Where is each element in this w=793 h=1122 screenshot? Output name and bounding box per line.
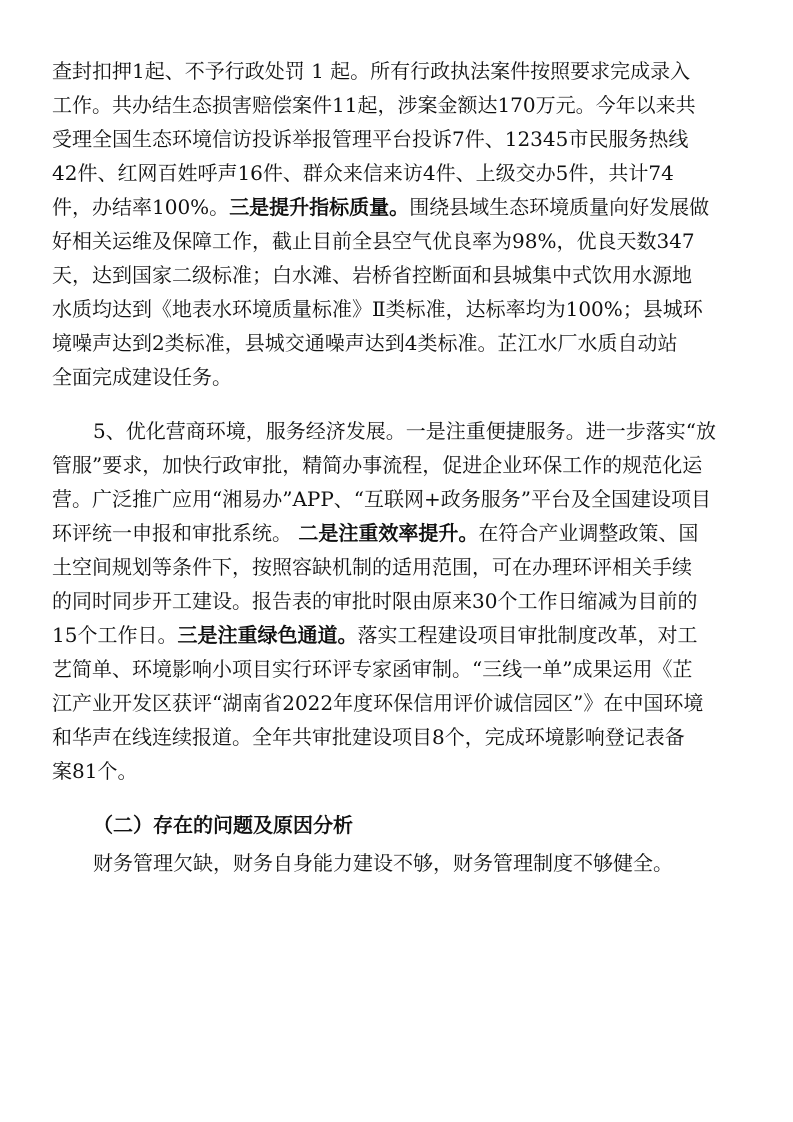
text-segment: 天，达到国家二级标准；白水滩、岩桥省控断面和县城集中式饮用水源地 bbox=[52, 263, 692, 287]
text-segment: 5、优化营商环境，服务经济发展。一是注重便捷服务。进一步落实“放 bbox=[93, 419, 716, 443]
text-line bbox=[52, 754, 152, 788]
text-line bbox=[52, 54, 742, 88]
text-segment: 工作。共办结生态损害赔偿案件11起，涉案金额达170万元。今年以来共 bbox=[52, 93, 696, 117]
bold-lead-phrase: （二）存在的问题及原因分析 bbox=[93, 813, 353, 837]
text-segment: 水质均达到《地表水环境质量标准》Ⅱ类标准，达标率均为100%；县城环 bbox=[52, 297, 703, 321]
text-line bbox=[93, 414, 742, 448]
text-segment: 管服”要求，加快行政审批，精简办事流程，促进企业环保工作的规范化运 bbox=[52, 453, 703, 477]
text-segment: 受理全国生态环境信访投诉举报管理平台投诉7件、12345市民服务热线 bbox=[52, 127, 689, 151]
bold-lead-phrase: 三是注重绿色通道。 bbox=[177, 623, 358, 647]
text-segment: 境噪声达到2类标准，县城交通噪声达到4类标准。芷江水厂水质自动站 bbox=[52, 331, 678, 355]
text-line bbox=[93, 846, 742, 880]
text-segment: 15个工作日。 bbox=[52, 623, 178, 647]
text-line bbox=[52, 584, 742, 618]
text-line bbox=[52, 190, 742, 224]
bold-lead-phrase: 三是提升指标质量。 bbox=[229, 195, 410, 219]
text-segment: 环评统一申报和审批系统。 bbox=[52, 521, 299, 545]
text-segment: 土空间规划等条件下，按照容缺机制的适用范围，可在办理环评相关手续 bbox=[52, 555, 692, 579]
text-line bbox=[52, 326, 742, 360]
text-line bbox=[52, 516, 742, 550]
text-line bbox=[52, 360, 252, 394]
text-line bbox=[52, 122, 742, 156]
text-segment: 的同时同步开工建设。报告表的审批时限由原来30个工作日缩减为目前的 bbox=[52, 589, 698, 613]
text-segment: 落实工程建设项目审批制度改革，对工 bbox=[357, 623, 698, 647]
text-line bbox=[52, 224, 742, 258]
text-segment: 在符合产业调整政策、国 bbox=[478, 521, 699, 545]
text-line bbox=[52, 618, 742, 652]
text-segment: 江产业开发区获评“湖南省2022年度环保信用评价诚信园区”》在中国环境 bbox=[52, 691, 704, 715]
text-segment: 件，办结率100%。 bbox=[52, 195, 230, 219]
text-segment: 营。广泛推广应用“湘易办”APP、“互联网+政务服务”平台及全国建设项目 bbox=[52, 487, 712, 511]
text-line bbox=[52, 292, 742, 326]
text-line bbox=[52, 156, 742, 190]
text-segment: 艺简单、环境影响小项目实行环评专家函审制。“三线一单”成果运用《芷 bbox=[52, 657, 693, 681]
text-line bbox=[52, 720, 742, 754]
text-segment: 财务管理欠缺，财务自身能力建设不够，财务管理制度不够健全。 bbox=[93, 851, 673, 875]
text-line bbox=[52, 686, 742, 720]
section-heading bbox=[93, 808, 393, 842]
text-line bbox=[52, 258, 742, 292]
text-segment: 好相关运维及保障工作，截止目前全县空气优良率为98%，优良天数347 bbox=[52, 229, 695, 253]
text-line bbox=[52, 482, 742, 516]
text-line bbox=[52, 550, 742, 584]
text-segment: 42件、红网百姓呼声16件、群众来信来访4件、上级交办5件，共计74 bbox=[52, 161, 674, 185]
text-line bbox=[52, 652, 742, 686]
text-segment: 查封扣押1起、不予行政处罚 1 起。所有行政执法案件按照要求完成录入 bbox=[52, 59, 691, 83]
text-line bbox=[52, 448, 742, 482]
text-segment: 围绕县域生态环境质量向好发展做 bbox=[409, 195, 710, 219]
text-segment: 和华声在线连续报道。全年共审批建设项目8个，完成环境影响登记表备 bbox=[52, 725, 685, 749]
text-segment: 案81个。 bbox=[52, 759, 138, 783]
text-line bbox=[52, 88, 742, 122]
bold-lead-phrase: 二是注重效率提升。 bbox=[298, 521, 479, 545]
text-segment: 全面完成建设任务。 bbox=[52, 365, 232, 389]
